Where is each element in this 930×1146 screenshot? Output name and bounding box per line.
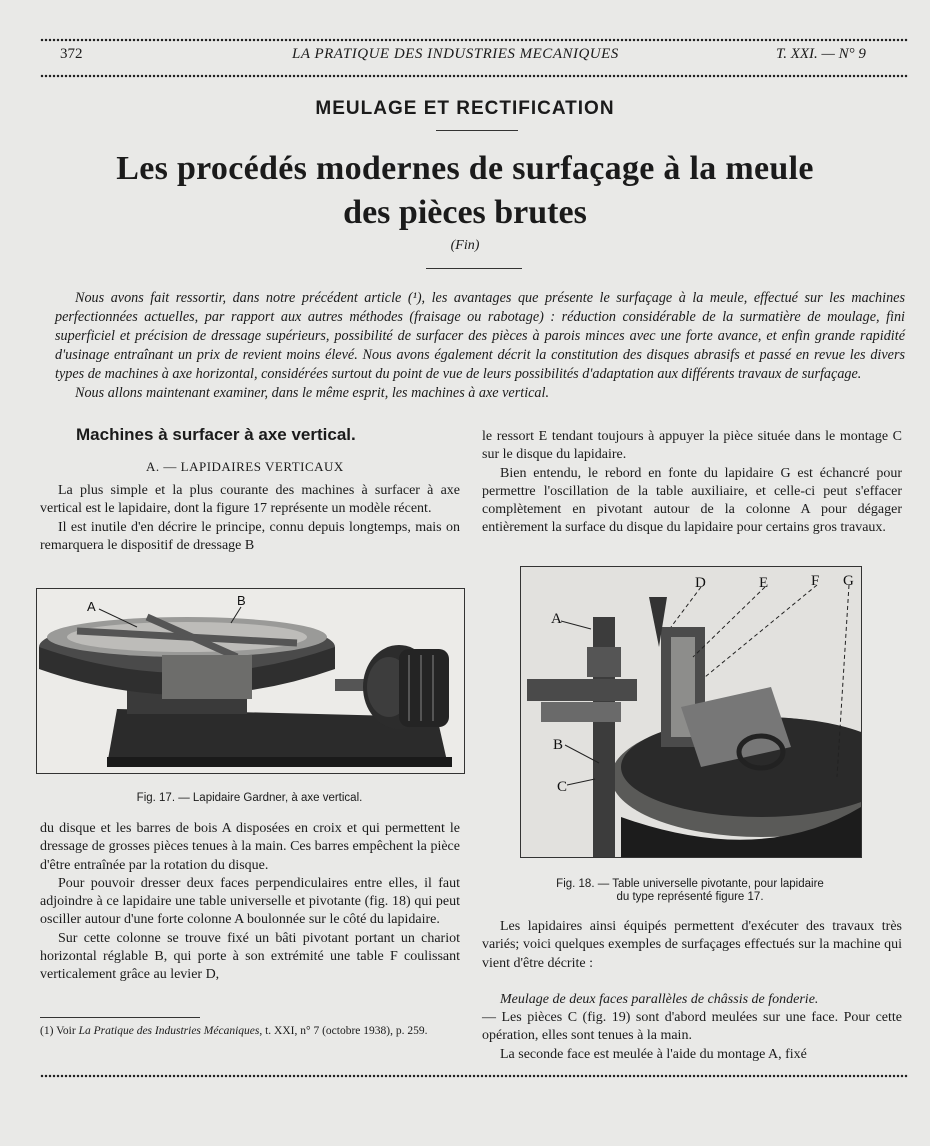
- top-dotted-rule: [40, 38, 908, 42]
- left-column-top: [40, 482, 460, 555]
- footnote-journal: La Pratique des Industries Mécaniques: [78, 1025, 260, 1037]
- title-note: (Fin): [450, 238, 480, 253]
- paragraph: Pour pouvoir dresser deux faces perpendiculaires entre elles, il faut adjoindre à ce lapidaire une table universelle et pivotante (fig. 18) qui peut osciller autour d'une forte colonne A boulonnée sur le côté du lapidaire.: [40, 875, 460, 928]
- footnote-rule: [40, 1017, 200, 1018]
- paragraph: Il est inutile d'en décrire le principe, connu depuis longtemps, mais on remarquera le dispositif de dressage B: [40, 519, 460, 553]
- figure-18-caption-line1: Fig. 18. — Table universelle pivotante, pour lapidaire: [556, 878, 824, 890]
- figure-18-photo: [520, 566, 862, 858]
- figure18-label-g: G: [843, 573, 854, 589]
- lapidary-machine-illustration: [37, 589, 464, 773]
- footnote: [40, 1024, 464, 1039]
- paragraph-italic-heading: Meulage de deux faces parallèles de châssis de fonderie.: [500, 991, 819, 1007]
- figure17-label-b: B: [237, 593, 246, 608]
- issue-number: T. XXI. — N° 9: [776, 46, 866, 62]
- figure18-label-c: C: [557, 779, 568, 795]
- left-column-bottom: [40, 820, 460, 985]
- section-rule: [436, 130, 518, 131]
- paragraph: le ressort E tendant toujours à appuyer la pièce située dans le montage C sur le disque du lapidaire.: [482, 429, 902, 463]
- title-rule: [426, 268, 522, 269]
- paragraph: du disque et les barres de bois A disposées en croix et qui permettent le dressage de grosses pièces tenues à la main. Ces barres empêchent la pièce d'être entraînée par la rotation du disque.: [40, 821, 460, 873]
- right-column-top: [482, 428, 902, 538]
- article-title-line2: des pièces brutes: [343, 194, 587, 231]
- intro-text-2: Nous allons maintenant examiner, dans le même esprit, les machines à axe vertical.: [75, 385, 550, 401]
- figure18-label-f: F: [811, 573, 820, 589]
- header-dotted-rule: [40, 74, 908, 78]
- subheading: Machines à surfacer à axe vertical.: [76, 425, 356, 444]
- subsubheading: A. — LAPIDAIRES VERTICAUX: [146, 459, 344, 474]
- intro-paragraph: [55, 289, 905, 403]
- bottom-dotted-rule: [40, 1074, 908, 1078]
- paragraph: La plus simple et la plus courante des machines à surfacer à axe vertical est le lapidaire, dont la figure 17 représente un modèle récent.: [40, 483, 460, 517]
- figure-18-caption: [520, 878, 860, 904]
- figure18-label-b: B: [553, 737, 564, 753]
- figure18-label-a: A: [551, 611, 562, 627]
- figure-18-caption-line2: du type représenté figure 17.: [616, 891, 764, 903]
- section-title: MEULAGE ET RECTIFICATION: [315, 98, 615, 119]
- article-title-line1: Les procédés modernes de surfaçage à la meule: [116, 150, 814, 187]
- intro-text: Nous avons fait ressortir, dans notre précédent article (¹), les avantages que présente le surfaçage à la meule, effectué sur les machines perfectionnées actuelles, par rapport aux autres méthodes (fraisage ou rabotage) : réduction considérable de la surmatière de moulage, fini superficiel et précision de dressage supérieurs, possibilité de surfacer des pièces à parois minces avec une forte avance, et enfin grande rapidité d'usinage entraînant un prix de revient moins élevé. Nous avons également décrit la constitution des disques abrasifs et passé en revue les divers types de machines à axe horizontal, considérées surtout du point de vue de leurs possibilités d'adaptation aux différents travaux de surfaçage.: [55, 290, 905, 382]
- paragraph: Les lapidaires ainsi équipés permettent d'exécuter des travaux très variés; voici quelques exemples de surfaçages effectués sur la machine qui vient d'être décrite :: [482, 919, 902, 971]
- footnote-rest: , t. XXI, n° 7 (octobre 1938), p. 259.: [259, 1025, 428, 1037]
- paragraph: Bien entendu, le rebord en fonte du lapidaire G est échancré pour permettre l'oscillation de la table auxiliaire, et celle-ci peut s'effacer complètement en pivotant autour de la colonne A pour dégager entièrement la surface du disque du lapidaire pour certains gros travaux.: [482, 465, 902, 536]
- figure-17-photo: [36, 588, 465, 774]
- right-column-bottom: [482, 918, 902, 1064]
- figure-17-caption: Fig. 17. — Lapidaire Gardner, à axe vertical.: [136, 792, 363, 804]
- paragraph: La seconde face est meulée à l'aide du montage A, fixé: [500, 1046, 807, 1062]
- pivoting-table-illustration: [521, 567, 861, 857]
- footnote-prefix: (1) Voir: [40, 1025, 76, 1037]
- page-number: 372: [60, 46, 83, 62]
- paragraph: — Les pièces C (fig. 19) sont d'abord meulées sur une face. Pour cette opération, elles sont tenues à la main.: [482, 1010, 902, 1044]
- figure18-label-e: E: [759, 575, 769, 591]
- figure17-label-a: A: [87, 599, 96, 614]
- paragraph: Sur cette colonne se trouve fixé un bâti pivotant portant un chariot horizontal réglable B, qui porte à son extrémité une table F coulissant verticalement grâce au levier D,: [40, 930, 460, 983]
- figure18-label-d: D: [695, 575, 706, 591]
- running-head: LA PRATIQUE DES INDUSTRIES MECANIQUES: [292, 46, 619, 62]
